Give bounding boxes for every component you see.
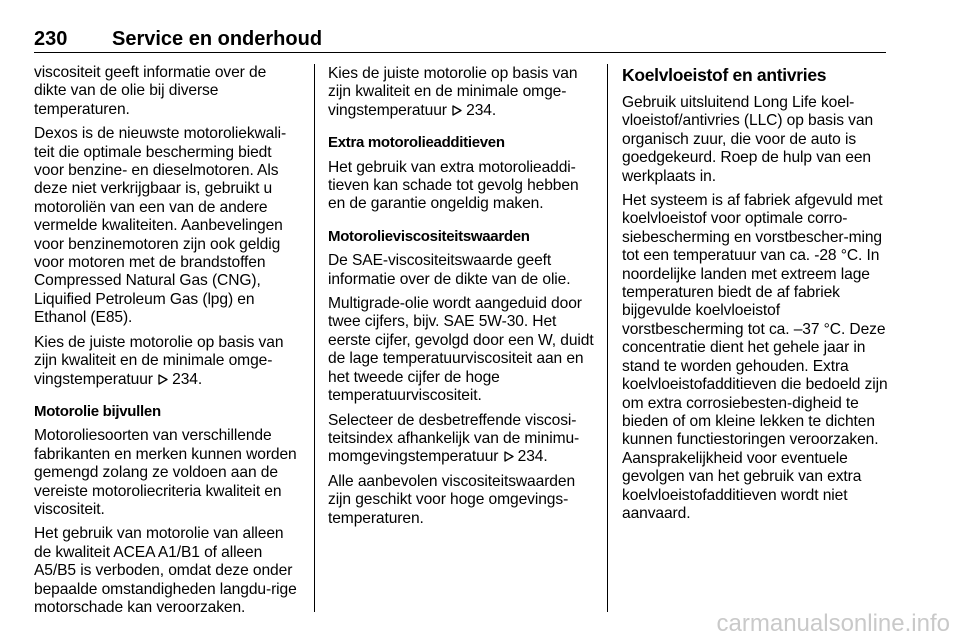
paragraph: Gebruik uitsluitend Long Life koel-vloeistof/antivries (LLC) op basis van organisch zuur, die voor de auto is goedgekeurd. Roep de hulp van een werkplaats in. — [622, 94, 874, 185]
paragraph-text: Selecteer de desbetreffende viscosi-teitsindex afhankelijk van de minimu-momgevingstemperatuur — [328, 411, 580, 466]
paragraph: Het gebruik van motorolie van alleen de kwaliteit ACEA A1/B1 of alleen A5/B5 is verboden, omdat deze onder bepaalde omstandigheden langdu-rige motorschade kan veroorzaken. — [34, 525, 297, 616]
page-reference-icon — [503, 451, 515, 462]
paragraph: Dexos is de nieuwste motoroliekwali-teit die optimale bescherming biedt voor benzine- en dieselmotoren. Als deze niet verkrijgbaar is, gebruikt u motoroliën van een van de andere vermelde kwaliteiten. Aanbevelingen voor benzinemotoren zijn ook geldig voor motoren met de brandstoffen Compressed Natural Gas (CNG), Liquified Petroleum Gas (lpg) en Ethanol (E85). — [34, 125, 287, 327]
text-column-2 — [328, 64, 596, 534]
page-number: 230 — [34, 28, 68, 50]
page-reference-link[interactable]: 234. — [517, 448, 548, 466]
paragraph: Multigrade-olie wordt aangeduid door twee cijfers, bijv. SAE 5W-30. Het eerste cijfer, gevolgd door een W, duidt de lage temperatuurviscositeit aan en het tweede cijfer de hoge temperatuurviscositeit. — [328, 295, 594, 405]
text-column-1 — [34, 64, 302, 623]
paragraph: Alle aanbevolen viscositeitswaarden zijn geschikt voor hoge omgevings-temperaturen. — [328, 472, 576, 527]
paragraph-text: Kies de juiste motorolie op basis van zijn kwaliteit en de minimale omge-vingstemperatuur — [34, 333, 284, 388]
paragraph — [328, 65, 596, 120]
column-divider — [607, 64, 608, 612]
paragraph: Het systeem is af fabriek afgevuld met koelvloeistof voor optimale corro-siebescherming en vorstbescher-ming tot een temperatuur van ca. -28 °C. In noordelijke landen met extreem lage temperaturen biedt de af fabriek bijgevulde koelvloeistof vorstbescherming tot ca. –37 °C. Deze concentratie dient het gehele jaar in stand te worden gehouden. Extra koelvloeistofadditieven die bedoeld zijn om extra corrosiebesten-digheid te bieden of om kleine lekken te dichten kunnen functiestoringen veroorzaken. Aansprakelijkheid voor eventuele gevolgen van het gebruik van extra koelvloeistofadditieven wordt niet aanvaard. — [622, 192, 888, 522]
page-header — [34, 28, 886, 53]
paragraph-text: Kies de juiste motorolie op basis van zijn kwaliteit en de minimale omge-vingstemperatuur — [328, 65, 578, 119]
paragraph: viscositeit geeft informatie over de dikte van de olie bij diverse temperaturen. — [34, 64, 267, 118]
paragraph — [328, 412, 596, 467]
section-heading: Koelvloeistof en antivries — [622, 65, 827, 85]
text-column-3 — [622, 64, 888, 529]
subheading: Extra motorolieadditieven — [328, 134, 505, 152]
paragraph: Motoroliesoorten van verschillende fabrikanten en merken kunnen worden gemengd zolang ze voldoen aan de vereiste motoroliecriteria kwaliteit en viscositeit. — [34, 427, 297, 518]
subheading: Motorolieviscositeitswaarden — [328, 227, 530, 245]
page-reference-icon — [451, 105, 463, 116]
page-reference-icon — [157, 374, 169, 385]
page-reference-link[interactable]: 234. — [466, 101, 497, 119]
watermark: carmanualsonline.info — [716, 610, 950, 637]
subheading: Motorolie bijvullen — [34, 402, 161, 420]
paragraph: Het gebruik van extra motorolieaddi-tieven kan schade tot gevolg hebben en de garantie ongeldig maken. — [328, 158, 579, 213]
page-reference-link[interactable]: 234. — [172, 370, 203, 388]
column-divider — [314, 64, 315, 612]
paragraph — [34, 334, 302, 389]
chapter-title: Service en onderhoud — [112, 28, 323, 50]
paragraph: De SAE-viscositeitswaarde geeft informatie over de dikte van de olie. — [328, 252, 571, 288]
